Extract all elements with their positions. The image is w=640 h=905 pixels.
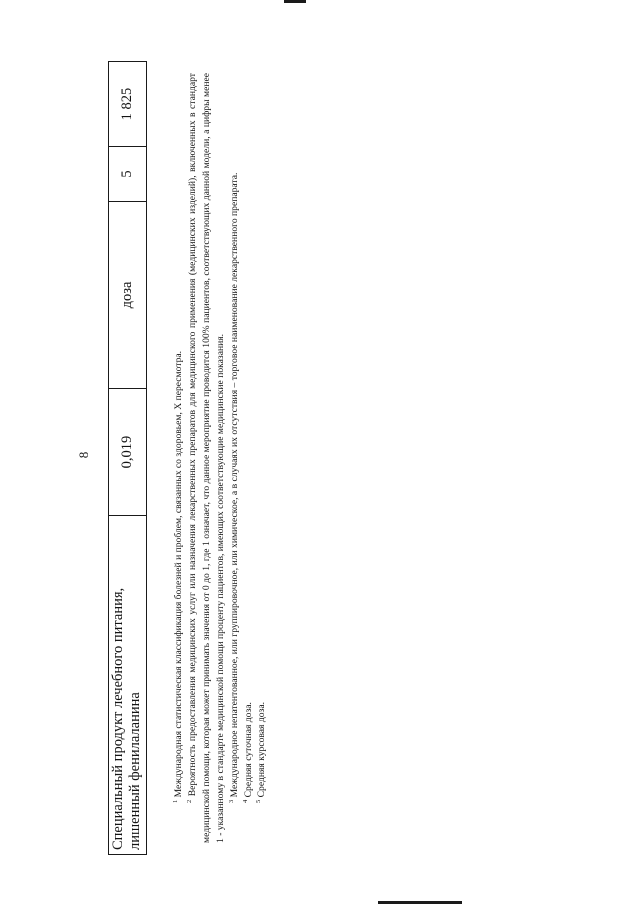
footnote-mark: 1 [171, 799, 179, 803]
frequency-cell: 0,019 [109, 389, 147, 516]
product-name-cell: Специальный продукт лечебного питания, лишенный фенилаланина [109, 516, 147, 855]
footnote-mark: 2 [185, 799, 193, 803]
unit-cell: доза [109, 202, 147, 389]
footnote-text: Средняя суточная доза. [242, 702, 254, 798]
footnote-mark: 3 [227, 799, 235, 803]
footnote-text: Средняя курсовая доза. [256, 702, 268, 798]
course-dose-cell: 1 825 [109, 62, 147, 147]
page-number: 8 [76, 451, 91, 459]
footnote-4 [242, 73, 256, 843]
nutrition-product-table [108, 61, 147, 855]
footnote-5 [255, 73, 269, 843]
footnote-text: Международное непатентованное, или группировочное, или химическое, а в случаях их отсутствия – торговое наименование лекарственного препарата. [228, 172, 240, 798]
scan-edge-mark-top [284, 0, 306, 3]
footnote-text: Вероятность предоставления медицинских услуг или назначения лекарственных препаратов для медицинского применения (медицинских изделий), включенных в стандарт медицинской помощи, которая может принимать значения от 0 до 1, где 1 означает, что данное мероприятие проводится 100% пациентов, соответствующих данной модели, а цифры менее 1 - указанному в стандарте медицинской помощи проценту пациентов, имеющих соответствующие медицинские показания. [186, 73, 226, 843]
footnote-3 [228, 73, 242, 843]
scan-edge-mark-bottom [378, 901, 462, 904]
footnotes [172, 73, 269, 843]
footnote-2 [186, 73, 228, 843]
footnote-mark: 4 [241, 799, 249, 803]
footnote-mark: 5 [255, 799, 263, 803]
rotated-page-content [60, 55, 640, 855]
daily-dose-cell: 5 [109, 147, 147, 202]
footnote-1 [172, 73, 186, 843]
table-row [109, 62, 147, 855]
footnote-text: Международная статистическая классификация болезней и проблем, связанных со здоровьем, X пересмотра. [173, 350, 184, 798]
